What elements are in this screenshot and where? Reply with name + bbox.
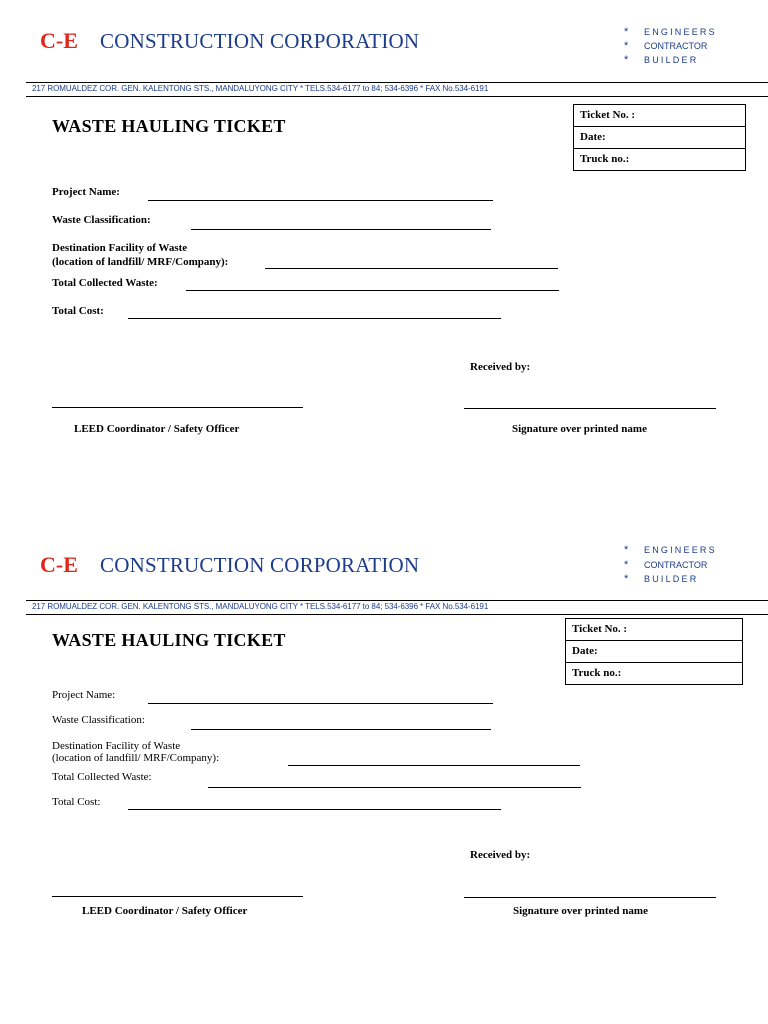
company-logo [40,28,78,54]
company-logo [40,552,78,578]
company-address: 217 ROMUALDEZ COR. GEN. KALENTONG STS., MANDALUYONG CITY * TELS.534-6177 to 84; 534-6396 * FAX No.534-6191 [32,602,489,611]
truck-number-label: Truck no.: [580,153,630,165]
signature-label: Signature over printed name [513,905,648,917]
ticket-info-box [565,618,743,685]
total-cost-label: Total Cost: [52,796,101,808]
destination-label-line2: (location of landfill/ MRF/Company): [52,256,229,268]
total-cost-label: Total Cost: [52,305,104,317]
coordinator-signature-line[interactable] [52,896,303,897]
ticket-info-box [573,104,746,171]
destination-label-line1: Destination Facility of Waste [52,242,188,254]
logo-dash: - [55,28,64,53]
star-icon: * [624,544,629,556]
service-builder: * BUILDER [624,54,699,66]
star-icon: * [624,54,629,66]
ticket-title: WASTE HAULING TICKET [52,116,286,136]
destination-line[interactable] [288,765,580,766]
header-rule [26,600,768,601]
project-name-label: Project Name: [52,689,116,701]
total-collected-label: Total Collected Waste: [52,771,152,783]
total-collected-line[interactable] [186,290,559,291]
star-icon: * [624,26,629,38]
service-contractor: * CONTRACTOR [624,40,708,52]
receiver-signature-line[interactable] [464,408,716,409]
waste-classification-line[interactable] [191,729,491,730]
waste-classification-label: Waste Classification: [52,714,145,726]
logo-letter-e: E [63,552,78,577]
coordinator-label: LEED Coordinator / Safety Officer [74,423,240,435]
ticket-number-label: Ticket No. : [566,619,742,641]
coordinator-label: LEED Coordinator / Safety Officer [82,905,248,917]
company-name: CONSTRUCTION CORPORATION [100,29,420,53]
logo-letter-c: C [40,28,56,53]
logo-letter-e: E [63,28,78,53]
star-icon: * [624,573,629,585]
date-label: Date: [566,641,742,663]
coordinator-signature-line[interactable] [52,407,303,408]
logo-letter-c: C [40,552,56,577]
destination-line[interactable] [265,268,558,269]
total-collected-label: Total Collected Waste: [52,277,158,289]
star-icon: * [624,559,629,571]
total-cost-line[interactable] [128,809,501,810]
total-cost-line[interactable] [128,318,501,319]
receiver-signature-line[interactable] [464,897,716,898]
service-builder: * BUILDER [624,573,699,585]
total-collected-line[interactable] [208,787,581,788]
project-name-line[interactable] [148,703,493,704]
star-icon: * [624,40,629,52]
company-address: 217 ROMUALDEZ COR. GEN. KALENTONG STS., MANDALUYONG CITY * TELS.534-6177 to 84; 534-6396 * FAX No.534-6191 [32,84,489,93]
waste-classification-line[interactable] [191,229,491,230]
logo-dash: - [55,552,64,577]
service-engineers: * ENGINEERS [624,544,717,556]
destination-label-line1: Destination Facility of Waste [52,740,181,752]
project-name-label: Project Name: [52,186,120,198]
signature-label: Signature over printed name [512,423,647,435]
waste-classification-label: Waste Classification: [52,214,151,226]
ticket-number-label: Ticket No. : [574,105,745,127]
date-label: Date: [574,127,745,149]
service-contractor: * CONTRACTOR [624,559,708,571]
ticket-title: WASTE HAULING TICKET [52,630,286,650]
address-rule [26,614,768,615]
received-by-label: Received by: [470,849,531,861]
service-engineers: * ENGINEERS [624,26,717,38]
header-rule [26,82,768,83]
project-name-line[interactable] [148,200,493,201]
truck-number-label: Truck no.: [572,667,622,679]
company-name: CONSTRUCTION CORPORATION [100,553,420,577]
destination-label-line2: (location of landfill/ MRF/Company): [52,752,220,764]
received-by-label: Received by: [470,361,531,373]
address-rule [26,96,768,97]
